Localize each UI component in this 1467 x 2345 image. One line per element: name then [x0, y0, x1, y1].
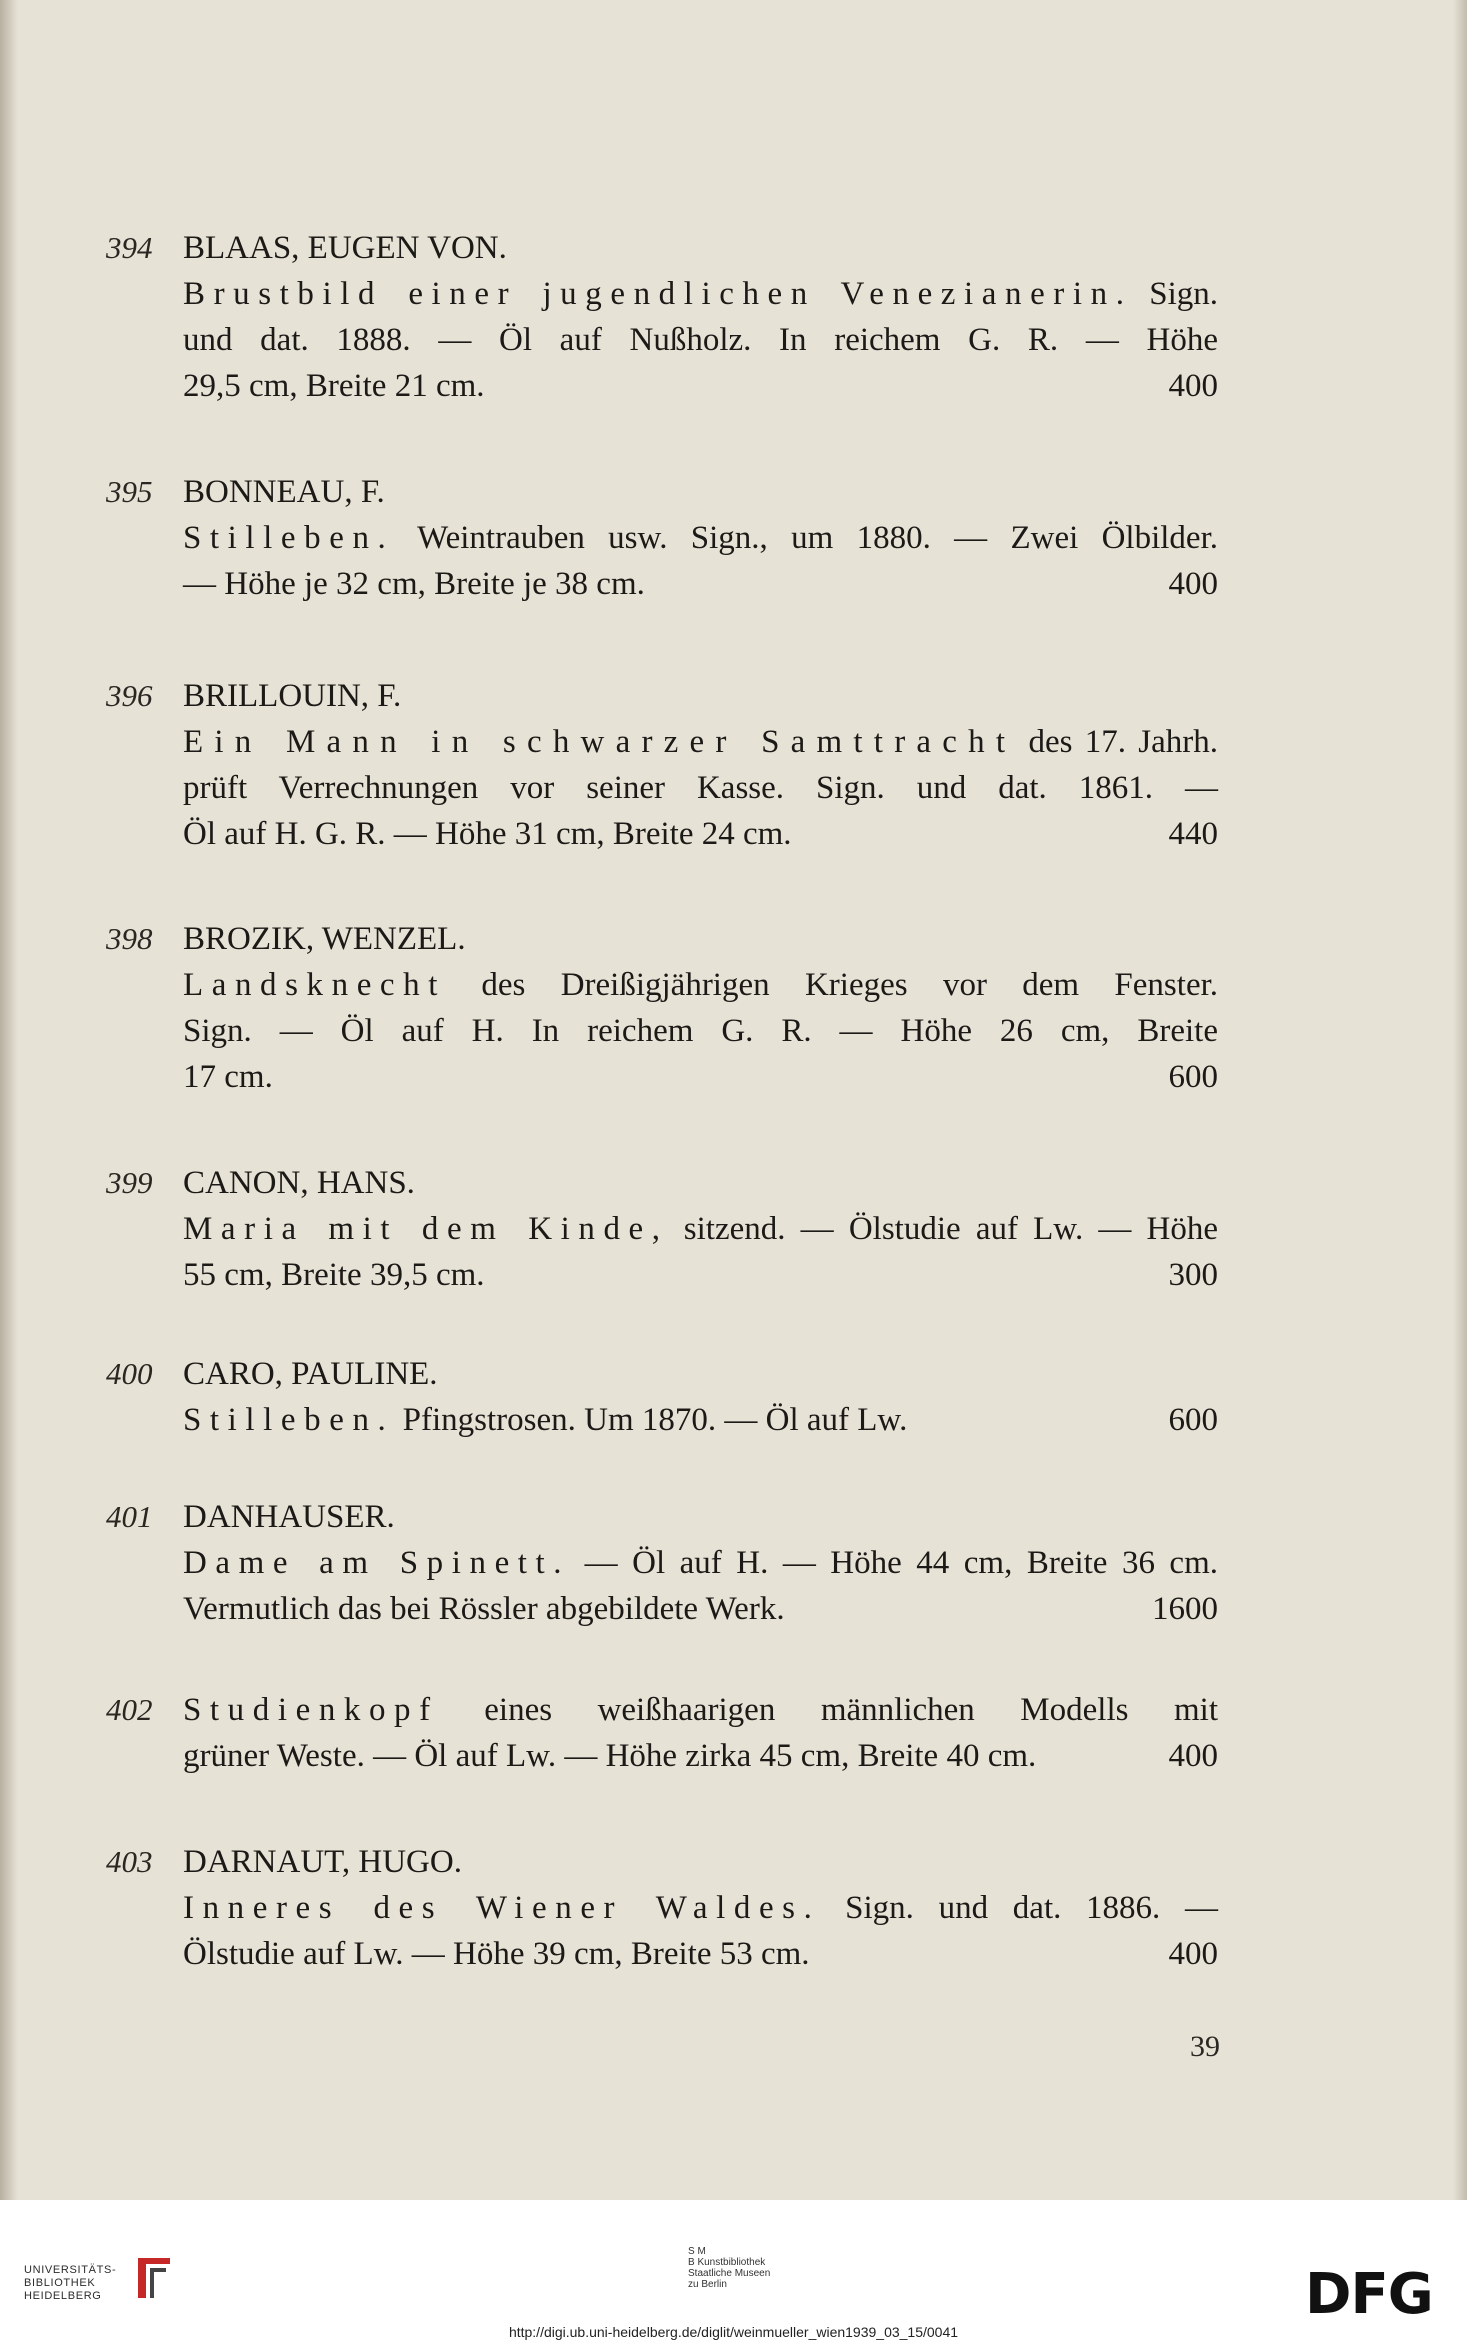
lot-number: 396 — [106, 678, 153, 713]
artist-name: BLAAS, EUGEN VON. — [183, 230, 507, 266]
entry-text: grüner Weste. — Öl auf Lw. — Höhe zirka 45 cm, Breite 40 cm. — [183, 1738, 1037, 1774]
price: 600 — [1168, 1059, 1218, 1095]
artist-name: BRILLOUIN, F. — [183, 678, 402, 714]
footer-bar — [0, 2200, 1467, 2345]
entry-text: Sign. und dat. 1886. — — [845, 1890, 1219, 1926]
source-url-link[interactable]: http://digi.ub.uni-heidelberg.de/diglit/weinmueller_wien1939_03_15/0041 — [508, 2324, 959, 2340]
entry-text: Öl auf H. G. R. — Höhe 31 cm, Breite 24 cm. — [183, 816, 792, 852]
page-number: 39 — [1190, 2030, 1220, 2063]
entry-line: und dat. 1888. — Öl auf Nußholz. In reichem G. R. — Höhe — [183, 322, 1218, 358]
price: 400 — [1168, 1936, 1218, 1972]
artwork-title: Studienkopf — [183, 1692, 439, 1728]
dfg-logo[interactable]: DFG — [1305, 2262, 1433, 2327]
entry-text: Vermutlich das bei Rössler abgebildete Werk. — [183, 1591, 785, 1627]
entry-text: Pfingstrosen. Um 1870. — Öl auf Lw. — [402, 1402, 908, 1438]
artist-name: BONNEAU, F. — [183, 474, 385, 510]
artwork-title: Ein Mann in schwarzer Samttracht — [183, 724, 1017, 760]
entry-line — [183, 1734, 1218, 1778]
entry-text: des Dreißigjährigen Krieges vor dem Fenster. — [481, 967, 1219, 1003]
entry-line — [183, 1398, 1218, 1442]
lot-number: 400 — [106, 1356, 153, 1391]
logo-text: B Kunstbibliothek — [688, 2257, 766, 2268]
entry-text: des 17. Jahrh. — [1028, 724, 1218, 760]
entry-line — [183, 1688, 1218, 1732]
entry-text: 29,5 cm, Breite 21 cm. — [183, 368, 485, 404]
entry-line — [183, 1932, 1218, 1976]
entry-text: 55 cm, Breite 39,5 cm. — [183, 1257, 485, 1293]
artwork-title: Landsknecht — [183, 967, 446, 1003]
entry-text: Ölstudie auf Lw. — Höhe 39 cm, Breite 53 cm. — [183, 1936, 810, 1972]
artist-name: CANON, HANS. — [183, 1165, 415, 1201]
entry-text: Weintrauben usw. Sign., um 1880. — Zwei Ölbilder. — [417, 520, 1218, 556]
entry-text: eines weißhaarigen männlichen Modells mit — [484, 1692, 1219, 1728]
logo-text: HEIDELBERG — [24, 2290, 102, 2302]
artwork-title: Inneres des Wiener Waldes. — [183, 1890, 821, 1926]
kunstbibliothek-logo[interactable] — [688, 2246, 770, 2290]
logo-text: UNIVERSITÄTS- — [24, 2264, 117, 2276]
lot-number: 401 — [106, 1499, 153, 1534]
entry-line — [183, 364, 1218, 408]
price: 400 — [1168, 368, 1218, 404]
entry-text: sitzend. — Ölstudie auf Lw. — Höhe — [683, 1211, 1219, 1247]
lot-number: 402 — [106, 1692, 153, 1727]
artwork-title: Dame am Spinett. — [183, 1545, 571, 1581]
entry-line — [183, 812, 1218, 856]
entry-text: 17 cm. — [183, 1059, 273, 1095]
entry-line: Sign. — Öl auf H. In reichem G. R. — Höhe 26 cm, Breite — [183, 1013, 1218, 1049]
entry-line — [183, 516, 1218, 560]
entry-text: — Öl auf H. — Höhe 44 cm, Breite 36 cm. — [584, 1545, 1219, 1581]
entry-text: — Höhe je 32 cm, Breite je 38 cm. — [183, 566, 645, 602]
artwork-title: Maria mit dem Kinde, — [183, 1211, 669, 1247]
logo-text: BIBLIOTHEK — [24, 2277, 96, 2289]
artwork-title: Stilleben. — [183, 1402, 395, 1438]
price: 600 — [1168, 1402, 1218, 1438]
price: 300 — [1168, 1257, 1218, 1293]
artist-name: DARNAUT, HUGO. — [183, 1844, 462, 1880]
price: 400 — [1168, 566, 1218, 602]
artist-name: BROZIK, WENZEL. — [183, 921, 466, 957]
logo-text: S M — [688, 2246, 706, 2257]
library-emblem-icon — [132, 2252, 176, 2304]
entry-line — [183, 1055, 1218, 1099]
price: 1600 — [1152, 1591, 1218, 1627]
entry-line — [183, 272, 1218, 316]
entry-line — [183, 963, 1218, 1007]
lot-number: 403 — [106, 1844, 153, 1879]
entry-line — [183, 1886, 1218, 1930]
artist-name: CARO, PAULINE. — [183, 1356, 438, 1392]
entry-text: Sign. — [1149, 276, 1219, 312]
artwork-title: Stilleben. — [183, 520, 395, 556]
price: 440 — [1168, 816, 1218, 852]
logo-text: Staatliche Museen — [688, 2268, 771, 2279]
entry-line: prüft Verrechnungen vor seiner Kasse. Sign. und dat. 1861. — — [183, 770, 1218, 806]
entry-line — [183, 1207, 1218, 1251]
entry-line — [183, 720, 1218, 764]
lot-number: 395 — [106, 474, 153, 509]
entry-line — [183, 562, 1218, 606]
lot-number: 394 — [106, 230, 153, 265]
artist-name: DANHAUSER. — [183, 1499, 395, 1535]
artwork-title: Brustbild einer jugendlichen Venezianerin. — [183, 276, 1133, 312]
logo-text: zu Berlin — [688, 2279, 727, 2290]
entry-line — [183, 1253, 1218, 1297]
entry-line — [183, 1541, 1218, 1585]
lot-number: 399 — [106, 1165, 153, 1200]
price: 400 — [1168, 1738, 1218, 1774]
entry-line — [183, 1587, 1218, 1631]
lot-number: 398 — [106, 921, 153, 956]
